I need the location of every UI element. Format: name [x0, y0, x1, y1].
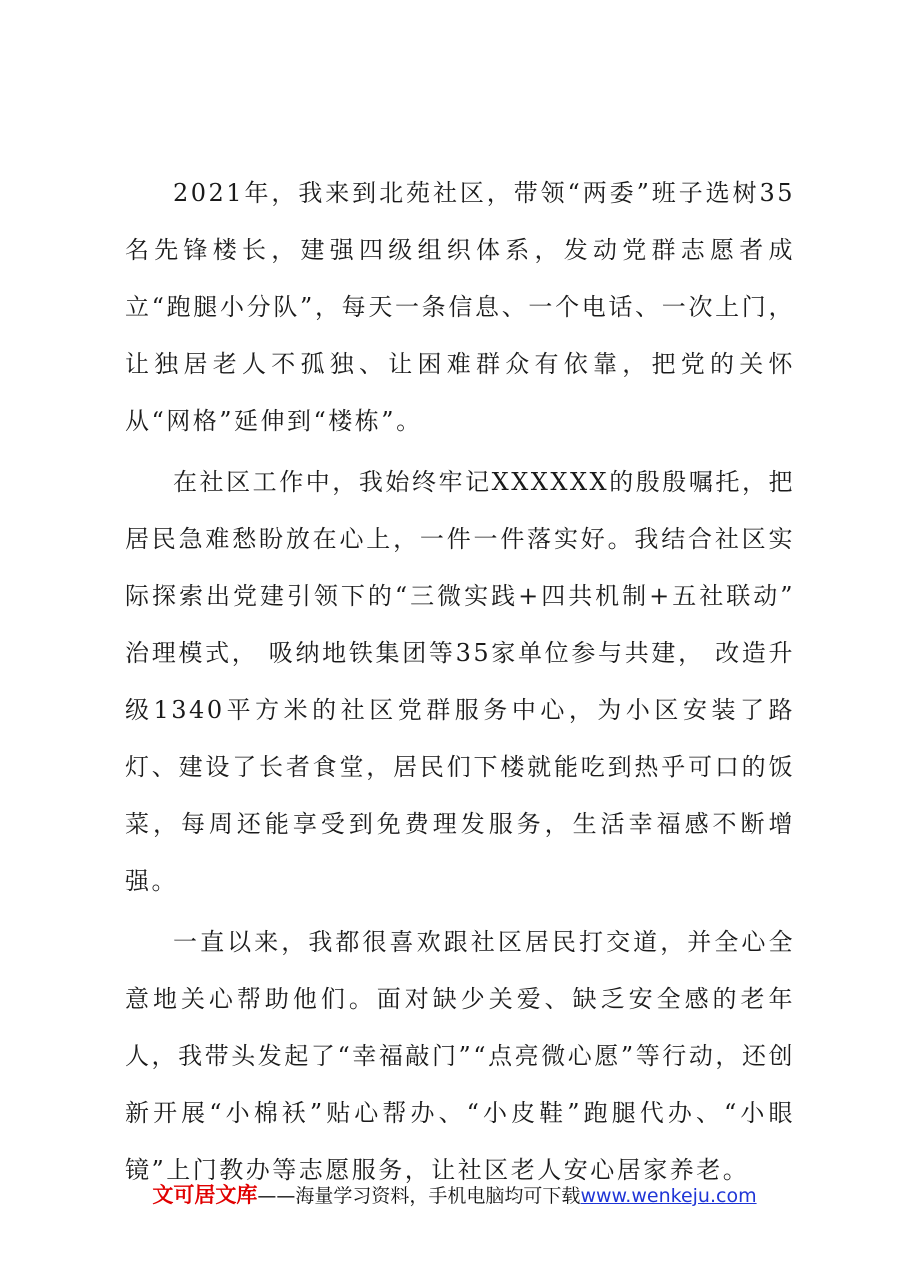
footer-brand: 文可居文库	[152, 1183, 258, 1207]
document-body	[125, 165, 795, 1203]
footer-banner	[0, 1180, 909, 1211]
footer-link[interactable]: www.wenkeju.com	[580, 1185, 757, 1207]
footer-tagline: ——海量学习资料，手机电脑均可下载	[257, 1185, 581, 1207]
paragraph-1: 2021年，我来到北苑社区，带领“两委”班子选树35名先锋楼长，建强四级组织体系，发动党群志愿者成立“跑腿小分队”，每天一条信息、一个电话、一次上门，让独居老人不孤独、让困难群众有依靠，把党的关怀从“网格”延伸到“楼栋”。	[125, 179, 795, 435]
paragraph-3: 一直以来，我都很喜欢跟社区居民打交道，并全心全意地关心帮助他们。面对缺少关爱、缺乏安全感的老年人，我带头发起了“幸福敲门”“点亮微心愿”等行动，还创新开展“小棉袄”贴心帮办、“小皮鞋”跑腿代办、“小眼镜”上门教办等志愿服务，让社区老人安心居家养老。	[125, 928, 795, 1184]
paragraph-2: 在社区工作中，我始终牢记XXXXXX的殷殷嘱托，把居民急难愁盼放在心上，一件一件落实好。我结合社区实际探索出党建引领下的“三微实践+四共机制+五社联动” 治理模式， 吸纳地铁集团等35家单位参与共建， 改造升级1340平方米的社区党群服务中心，为小区安装了路灯、建设了长者食堂，居民们下楼就能吃到热乎可口的饭菜，每周还能享受到免费理发服务，生活幸福感不断增强。	[125, 468, 795, 895]
